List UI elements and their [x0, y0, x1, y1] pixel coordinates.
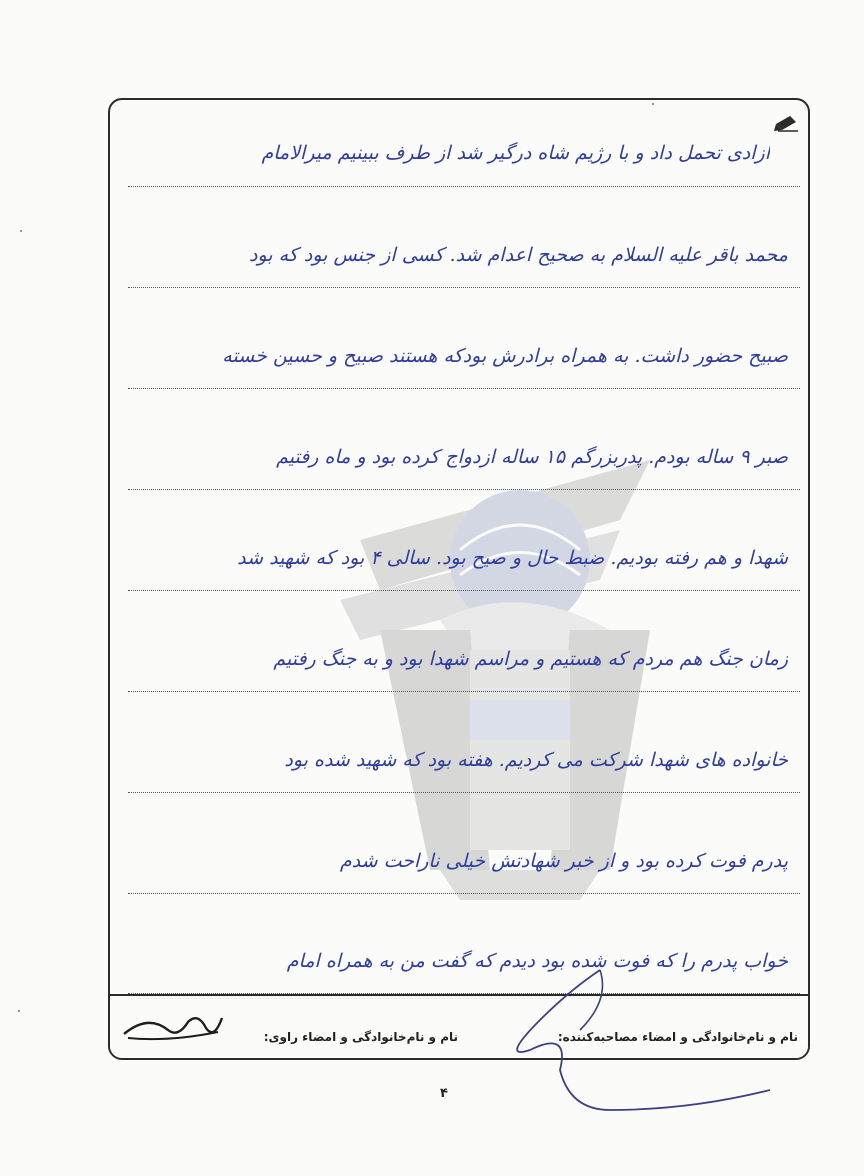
- ruled-line: [128, 590, 800, 591]
- ruled-line: [128, 186, 800, 187]
- ruled-line: [128, 489, 800, 490]
- ruled-line: [128, 388, 800, 389]
- page-number: ۴: [440, 1086, 448, 1101]
- scan-dot: [652, 103, 654, 105]
- ruled-line: [128, 691, 800, 692]
- scan-dot: [20, 230, 22, 232]
- handwritten-line: ازادی تحمل داد و با رژیم شاه درگیر شد از طرف ببینیم میرالامام: [261, 142, 770, 164]
- handwritten-line: پدرم فوت کرده بود و از خبر شهادتش خیلی ناراحت شدم: [339, 850, 788, 872]
- ruled-line: [128, 287, 800, 288]
- handwritten-line: خواب پدرم را که فوت شده بود دیدم که گفت من به همراه امام: [286, 950, 788, 972]
- narrator-signature-label: نام و نام‌خانوادگی و امضاء راوی:: [263, 1030, 458, 1044]
- pen-icon: [774, 114, 800, 132]
- handwritten-line: محمد باقر علیه السلام به صحیح اعدام شد. کسی از جنس بود که بود: [248, 244, 788, 266]
- interviewer-signature-label: نام و نام‌خانوادگی و امضاء مصاحبه‌کننده:: [557, 1030, 798, 1044]
- form-frame: [108, 98, 810, 1060]
- handwritten-line: صبیح حضور داشت. به همراه برادرش بودکه هستند صبیح و حسین خسته: [222, 345, 788, 367]
- handwritten-line: شهدا و هم رفته بودیم. ضبط حال و صیح بود. سالی ۴ بود که شهید شد: [237, 547, 788, 569]
- narrator-signature: [118, 1008, 228, 1044]
- ruled-line: [128, 792, 800, 793]
- handwritten-line: خانواده های شهدا شرکت می کردیم. هفته بود که شهید شده بود: [284, 749, 788, 771]
- handwritten-line: صبر ۹ ساله بودم. پدربزرگم ۱۵ ساله ازدواج کرده بود و ماه رفتیم: [276, 446, 788, 468]
- ruled-line: [128, 893, 800, 894]
- handwritten-line: زمان جنگ هم مردم که هستیم و مراسم شهدا بود و به جنگ رفتیم: [273, 648, 788, 670]
- scan-dot: [18, 1010, 20, 1012]
- interviewer-signature: [500, 960, 780, 1130]
